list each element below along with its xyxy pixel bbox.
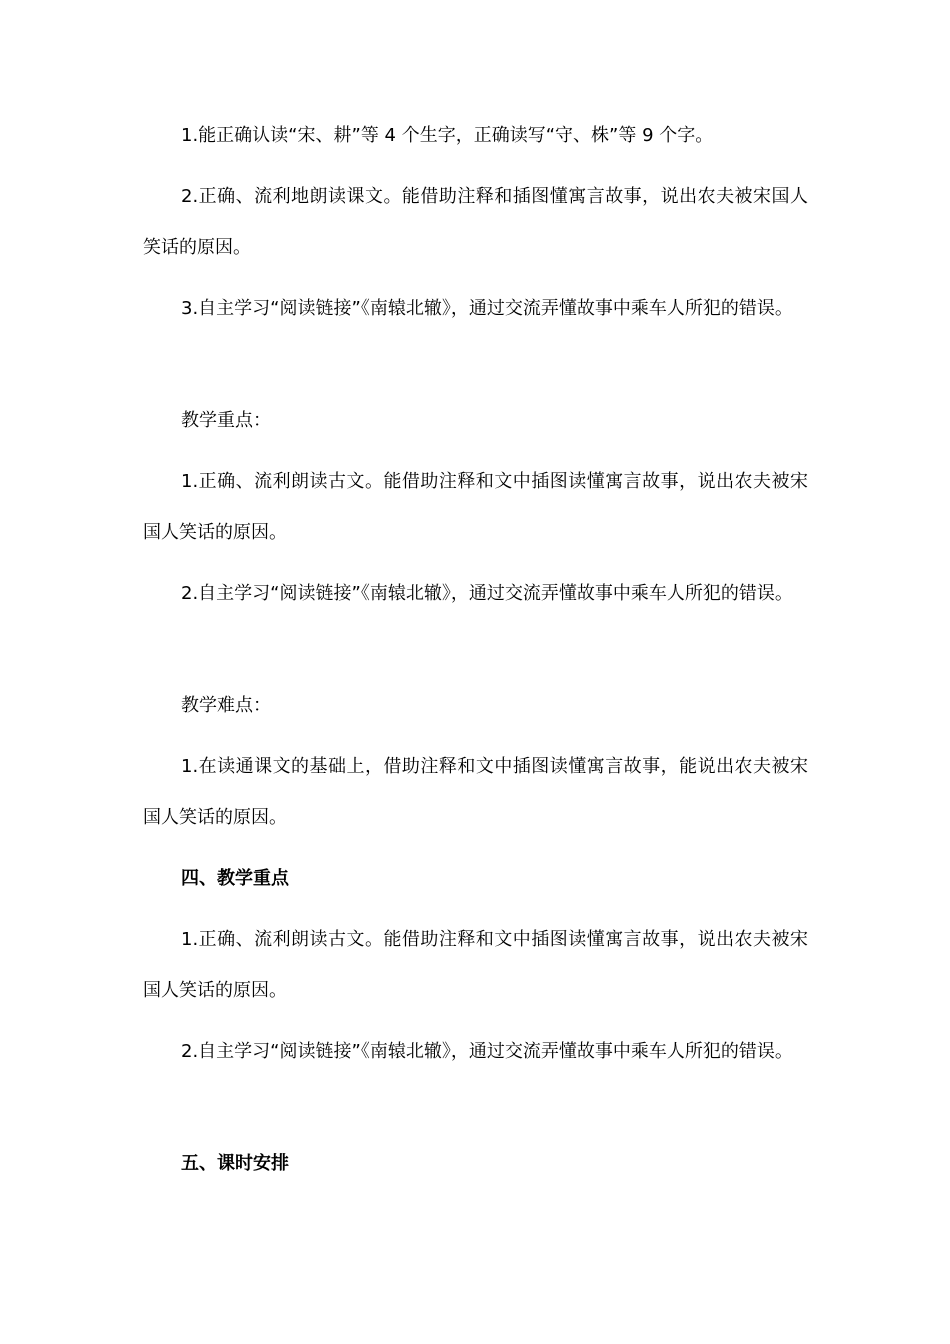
section-heading-class-schedule: 五、课时安排 <box>181 1153 289 1174</box>
objective-1: 1.能正确认读“宋、耕”等 4 个生字，正确读写“守、株”等 9 个字。 <box>181 125 714 146</box>
focus-point-1: 1.正确、流利朗读古文。能借助注释和文中插图读懂寓言故事，说出农夫被宋国人笑话的原因。 <box>143 929 808 1001</box>
key-point-2: 2.自主学习“阅读链接”《南辕北辙》，通过交流弄懂故事中乘车人所犯的错误。 <box>181 583 793 604</box>
key-point-1: 1.正确、流利朗读古文。能借助注释和文中插图读懂寓言故事，说出农夫被宋国人笑话的原因。 <box>143 471 808 543</box>
difficult-point-1: 1.在读通课文的基础上，借助注释和文中插图读懂寓言故事，能说出农夫被宋国人笑话的原因。 <box>143 756 808 828</box>
difficult-points-label: 教学难点： <box>181 695 271 716</box>
key-points-label: 教学重点： <box>181 410 271 431</box>
objective-2: 2.正确、流利地朗读课文。能借助注释和插图懂寓言故事，说出农夫被宋国人笑话的原因。 <box>143 186 808 258</box>
focus-point-2: 2.自主学习“阅读链接”《南辕北辙》，通过交流弄懂故事中乘车人所犯的错误。 <box>181 1041 793 1062</box>
section-heading-teaching-focus: 四、教学重点 <box>181 868 289 889</box>
objective-3: 3.自主学习“阅读链接”《南辕北辙》，通过交流弄懂故事中乘车人所犯的错误。 <box>181 298 793 319</box>
